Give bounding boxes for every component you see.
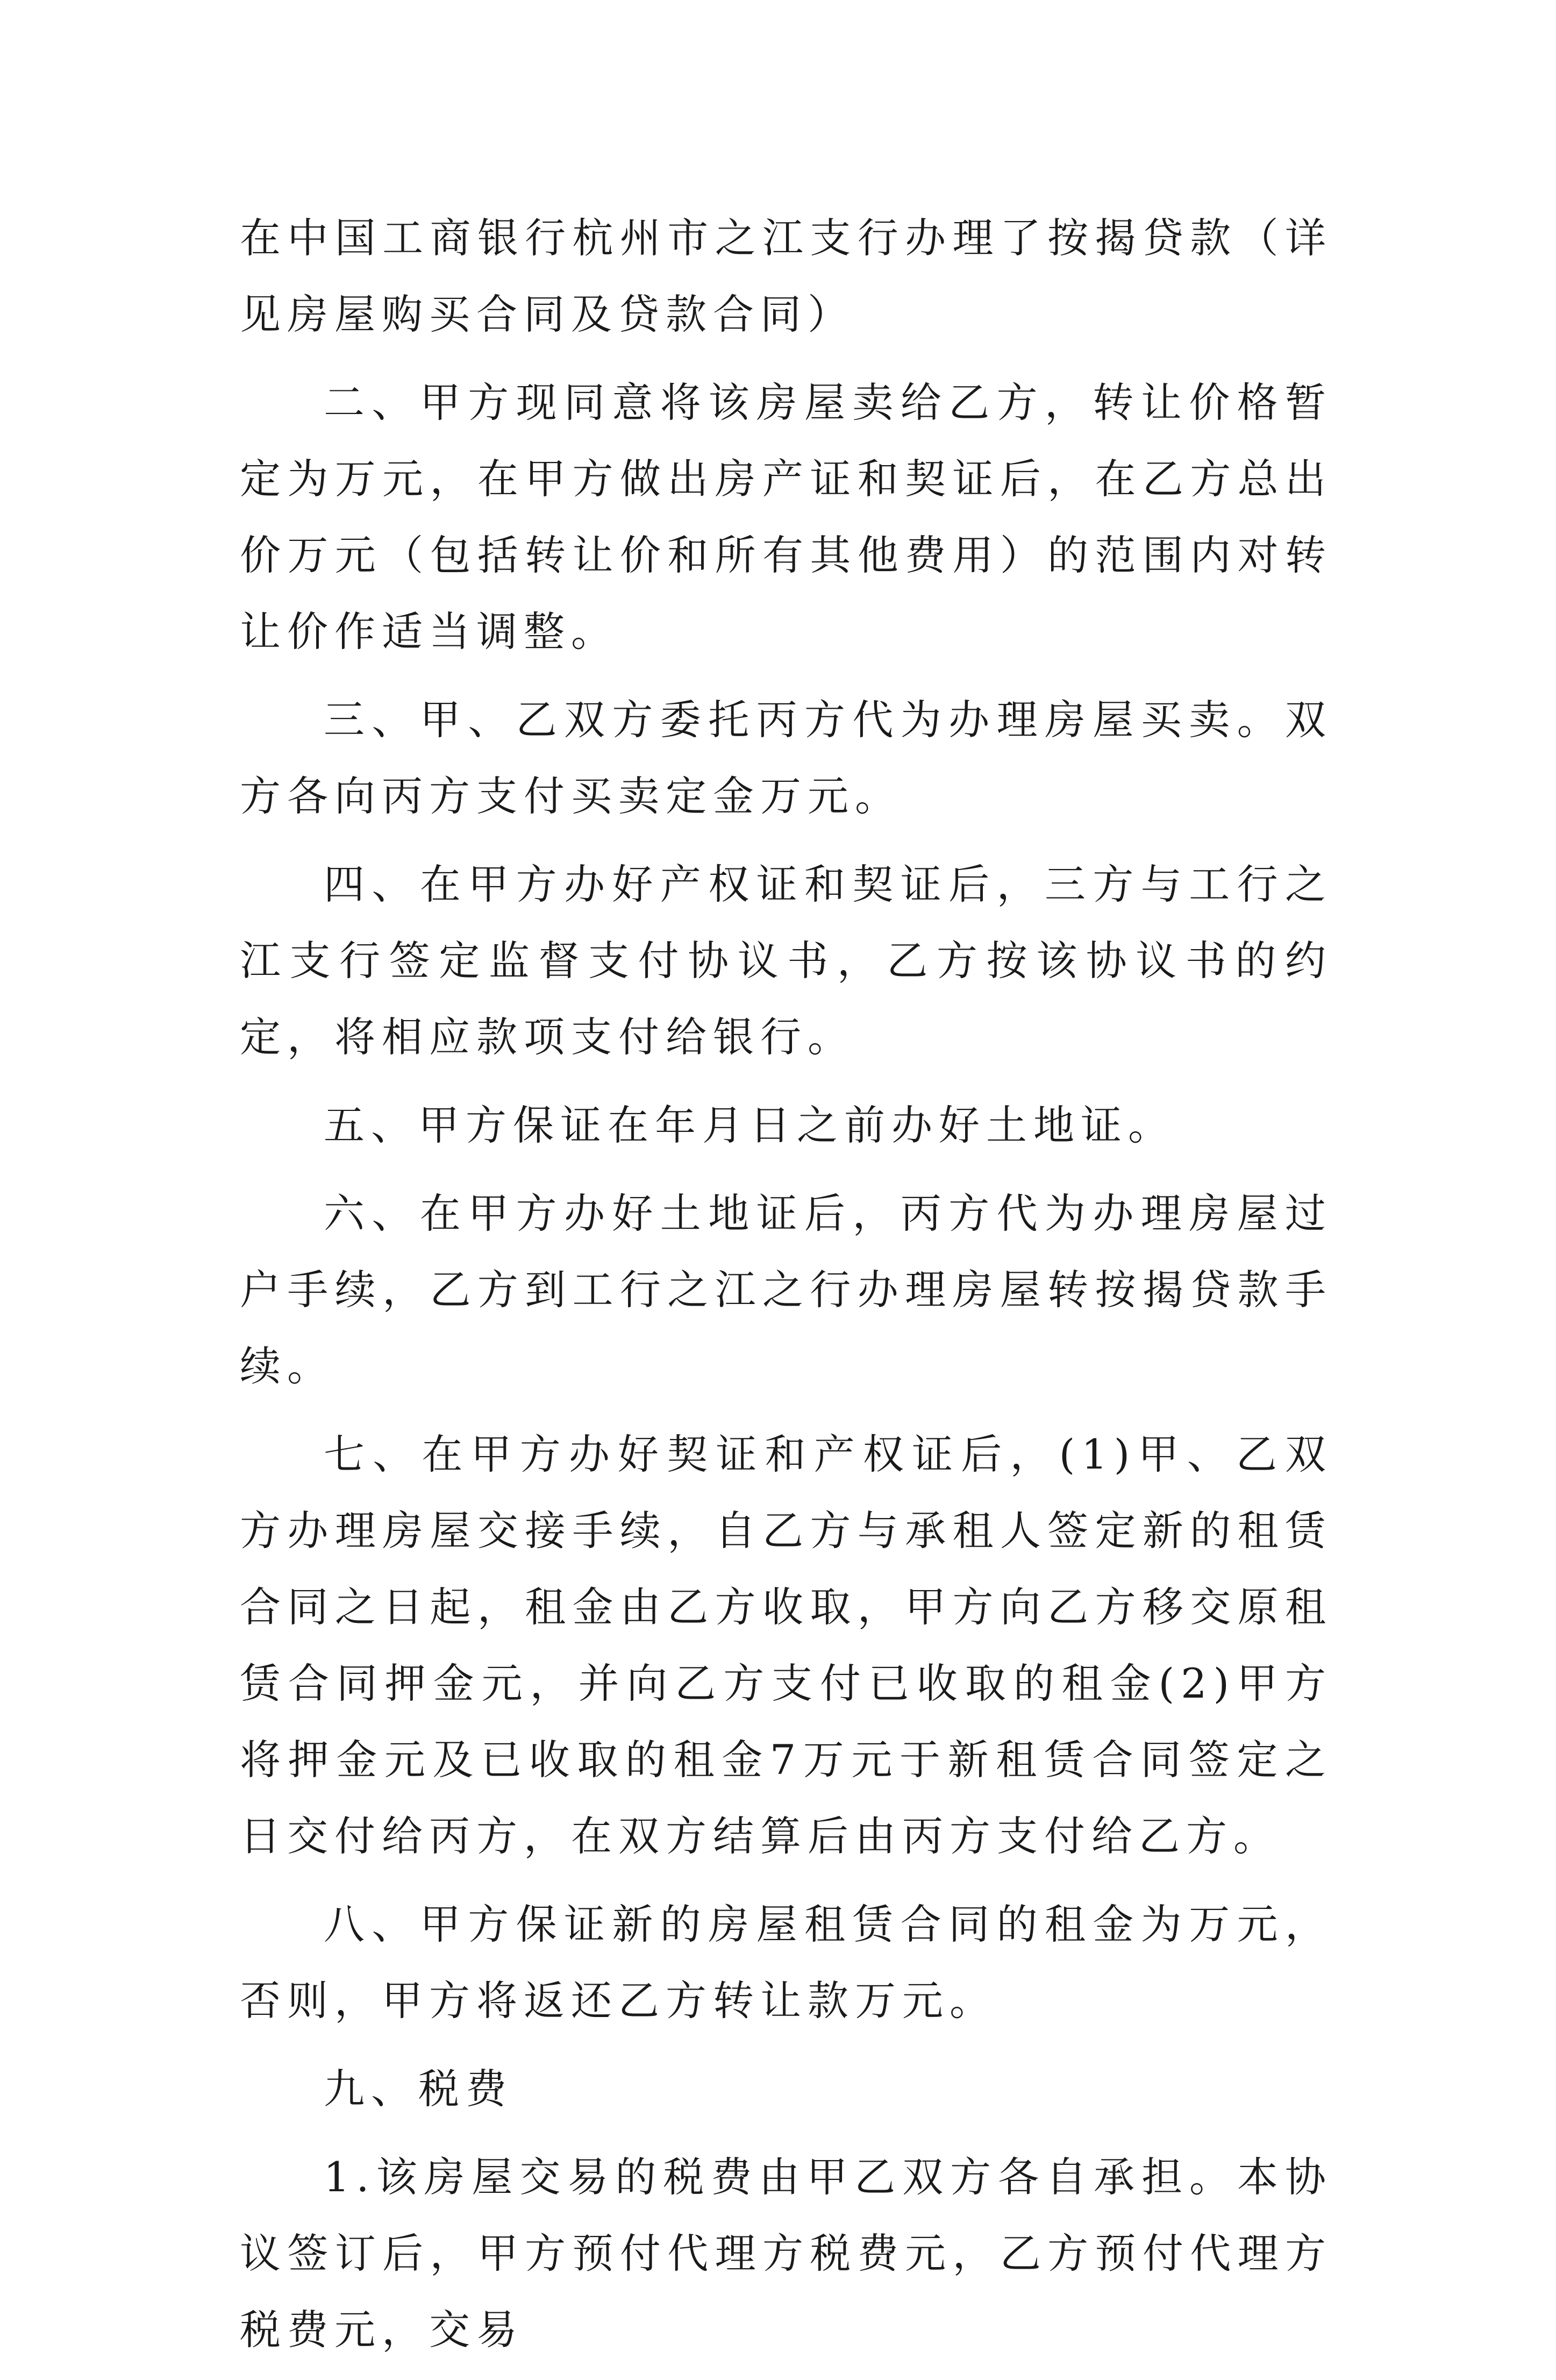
paragraph-clause-9-heading: 九、税费 xyxy=(324,2065,513,2113)
paragraph-clause-5: 五、甲方保证在年月日之前办好土地证。 xyxy=(324,1101,1175,1149)
document-page xyxy=(240,200,1332,2380)
paragraph-clause-3: 三、甲、乙双方委托丙方代为办理房屋买卖。双方各向丙方支付买卖定金万元。 xyxy=(240,696,1332,820)
paragraph-continuation: 在中国工商银行杭州市之江支行办理了按揭贷款（详见房屋购买合同及贷款合同） xyxy=(240,214,1332,338)
paragraph-clause-4: 四、在甲方办好产权证和契证后，三方与工行之江支行签定监督支付协议书，乙方按该协议书的约定，将相应款项支付给银行。 xyxy=(240,860,1332,1061)
paragraph-clause-8: 八、甲方保证新的房屋租赁合同的租金为万元，否则，甲方将返还乙方转让款万元。 xyxy=(240,1900,1332,2025)
paragraph-clause-7: 七、在甲方办好契证和产权证后，(1)甲、乙双方办理房屋交接手续，自乙方与承租人签定新的租赁合同之日起，租金由乙方收取，甲方向乙方移交原租赁合同押金元，并向乙方支付已收取的租金(2)甲方将押金元及已收取的租金7万元于新租赁合同签定之日交付给丙方，在双方结算后由丙方支付给乙方。 xyxy=(240,1430,1332,1860)
paragraph-clause-6: 六、在甲方办好土地证后，丙方代为办理房屋过户手续，乙方到工行之江之行办理房屋转按揭贷款手续。 xyxy=(240,1189,1332,1390)
paragraph-clause-9-1: 1.该房屋交易的税费由甲乙双方各自承担。本协议签订后，甲方预付代理方税费元，乙方预付代理方税费元，交易 xyxy=(240,2153,1332,2354)
paragraph-clause-2: 二、甲方现同意将该房屋卖给乙方，转让价格暂定为万元，在甲方做出房产证和契证后，在乙方总出价万元（包括转让价和所有其他费用）的范围内对转让价作适当调整。 xyxy=(240,379,1332,655)
